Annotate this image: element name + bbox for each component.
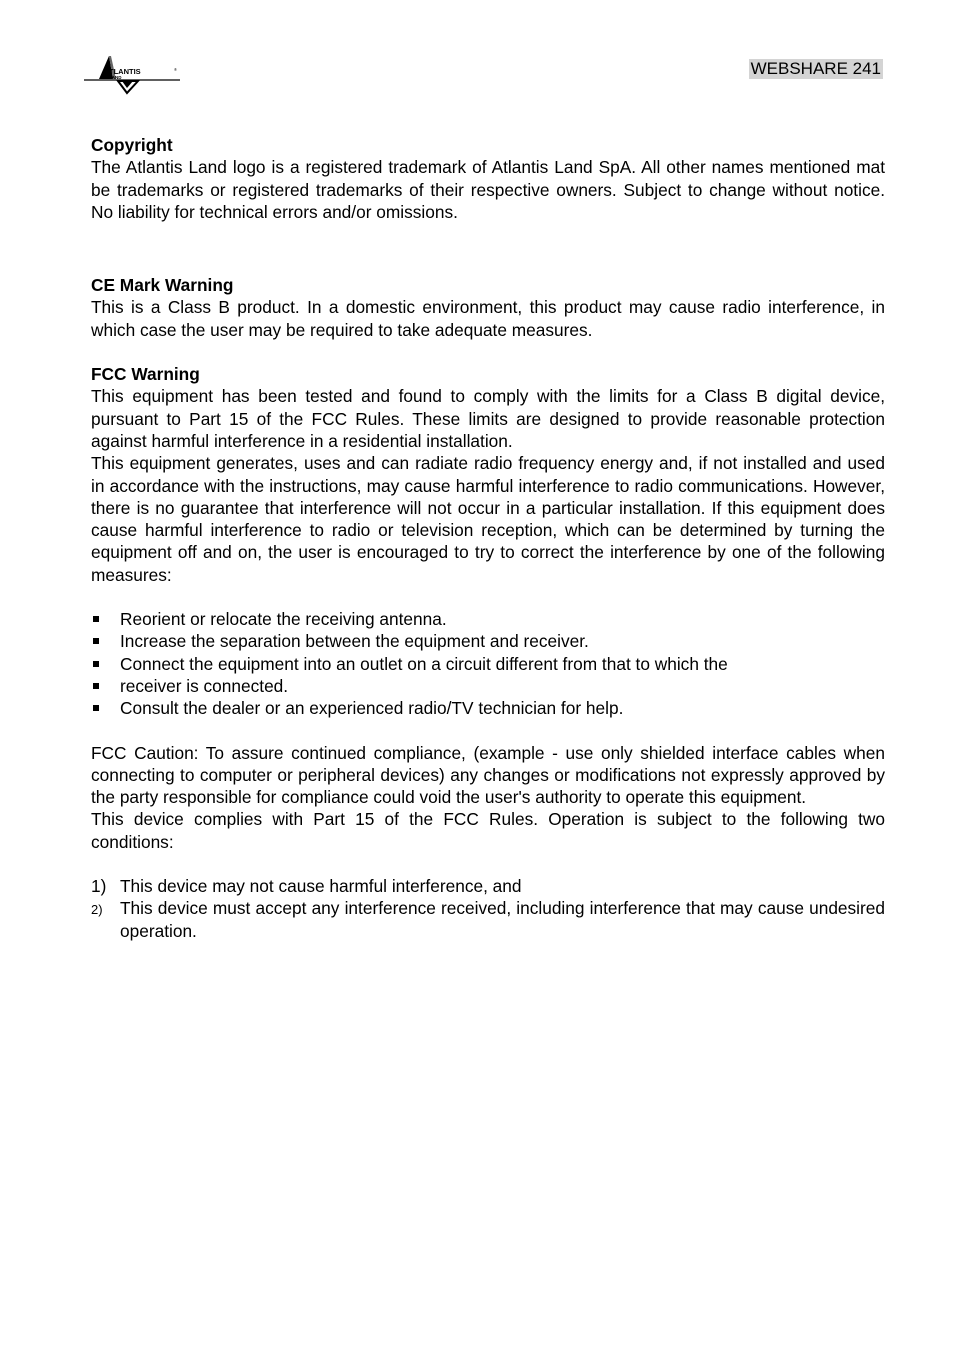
svg-text:®: ®	[174, 67, 177, 72]
measures-list	[91, 608, 885, 719]
copyright-heading: Copyright	[91, 135, 173, 155]
ce-text: This is a Class B product. In a domestic environment, this product may cause radio interference, in which case the user may be required to take adequate measures.	[91, 297, 885, 340]
conditions-list	[91, 875, 885, 942]
condition-item: 1) This device may not cause harmful interference, and	[91, 876, 522, 897]
condition-item: 2) This device must accept any interference received, including interference that may cause undesired operation.	[91, 898, 885, 941]
list-item: Reorient or relocate the receiving antenna.	[91, 608, 885, 630]
svg-text:LAND: LAND	[109, 75, 122, 80]
fcc-paragraph-2: This equipment generates, uses and can radiate radio frequency energy and, if not installed and used in accordance with the instructions, may cause harmful interference to radio communications. However, there is no guarantee that interference will not occur in a particular installation. If this equipment does cause harmful interference to radio or television reception, which can be determined by turning the equipment off and on, the user is encouraged to try to correct the interference by one of the following measures:	[91, 453, 885, 585]
list-item: Increase the separation between the equipment and receiver.	[91, 630, 885, 652]
part15-text: This device complies with Part 15 of the FCC Rules. Operation is subject to the following two conditions:	[91, 809, 885, 852]
atlantis-land-logo	[82, 50, 182, 98]
list-item: Connect the equipment into an outlet on a circuit different from that to which the	[91, 653, 885, 675]
document-body	[91, 134, 885, 942]
bullet-icon	[93, 705, 99, 711]
svg-text:TLANTIS: TLANTIS	[109, 67, 141, 76]
fcc-heading: FCC Warning	[91, 364, 200, 385]
ce-heading: CE Mark Warning	[91, 275, 234, 296]
bullet-icon	[93, 661, 99, 667]
copyright-text: The Atlantis Land logo is a registered trademark of Atlantis Land SpA. All other names mentioned mat be trademarks or registered trademarks of their respective owners. Subject to change without notice. No liability for technical errors and/or omissions.	[91, 157, 885, 222]
bullet-icon	[93, 638, 99, 644]
fcc-caution: FCC Caution: To assure continued compliance, (example - use only shielded interface cables when connecting to computer or peripheral devices) any changes or modifications not expressly approved by the party responsible for compliance could void the user's authority to operate this equipment.	[91, 742, 885, 808]
list-item: Consult the dealer or an experienced radio/TV technician for help.	[91, 697, 885, 719]
product-name: WEBSHARE 241	[750, 59, 881, 78]
bullet-icon	[93, 616, 99, 622]
list-item: receiver is connected.	[91, 675, 885, 697]
fcc-paragraph-1: This equipment has been tested and found to comply with the limits for a Class B digital device, pursuant to Part 15 of the FCC Rules. These limits are designed to provide reasonable protection against harmful interference in a residential installation.	[91, 386, 885, 451]
bullet-icon	[93, 683, 99, 689]
